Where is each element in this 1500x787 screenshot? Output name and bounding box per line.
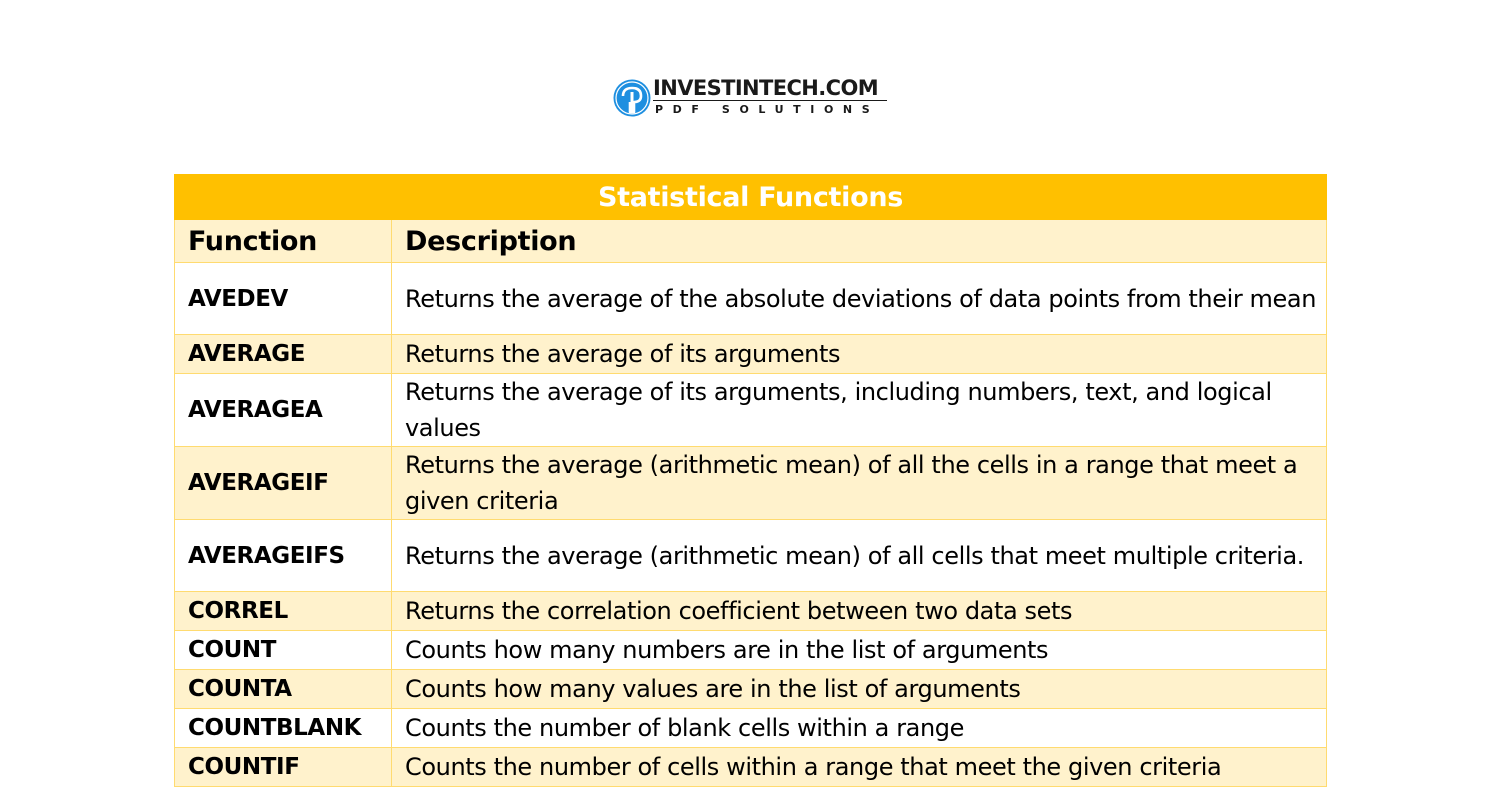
table-row <box>175 335 1327 374</box>
function-name: COUNT <box>175 631 392 670</box>
table-row <box>175 447 1327 520</box>
function-description: Returns the average (arithmetic mean) of all cells that meet multiple criteria. <box>392 520 1327 592</box>
table-row <box>175 748 1327 787</box>
table-row <box>175 709 1327 748</box>
function-name: COUNTIF <box>175 748 392 787</box>
function-name: AVERAGEIFS <box>175 520 392 592</box>
function-description: Returns the average of its arguments <box>392 335 1327 374</box>
function-name: AVEDEV <box>175 263 392 335</box>
function-name: CORREL <box>175 592 392 631</box>
function-name: COUNTA <box>175 670 392 709</box>
table-row <box>175 263 1327 335</box>
function-name: COUNTBLANK <box>175 709 392 748</box>
function-description: Returns the average (arithmetic mean) of all the cells in a range that meet a given criteria <box>392 447 1327 520</box>
function-name: AVERAGE <box>175 335 392 374</box>
logo-tagline: PDF SOLUTIONS <box>655 103 880 116</box>
table-title: Statistical Functions <box>175 175 1327 220</box>
column-header-function: Function <box>175 220 392 263</box>
table-row <box>175 670 1327 709</box>
logo-divider <box>653 100 887 101</box>
table-row <box>175 374 1327 447</box>
function-description: Counts how many numbers are in the list of arguments <box>392 631 1327 670</box>
function-description: Returns the average of the absolute deviations of data points from their mean <box>392 263 1327 335</box>
function-description: Counts how many values are in the list of arguments <box>392 670 1327 709</box>
column-header-description: Description <box>392 220 1327 263</box>
investintech-logo <box>613 76 893 120</box>
logo-brand-name: INVESTINTECH.COM <box>653 76 879 100</box>
table-row <box>175 592 1327 631</box>
statistical-functions-table <box>174 174 1327 787</box>
table-row <box>175 631 1327 670</box>
function-name: AVERAGEIF <box>175 447 392 520</box>
function-description: Counts the number of blank cells within a range <box>392 709 1327 748</box>
function-name: AVERAGEA <box>175 374 392 447</box>
table-header-row <box>175 220 1327 263</box>
function-description: Returns the correlation coefficient between two data sets <box>392 592 1327 631</box>
investintech-logo-icon <box>613 79 651 117</box>
function-description: Returns the average of its arguments, including numbers, text, and logical values <box>392 374 1327 447</box>
function-description: Counts the number of cells within a range that meet the given criteria <box>392 748 1327 787</box>
table-row <box>175 520 1327 592</box>
